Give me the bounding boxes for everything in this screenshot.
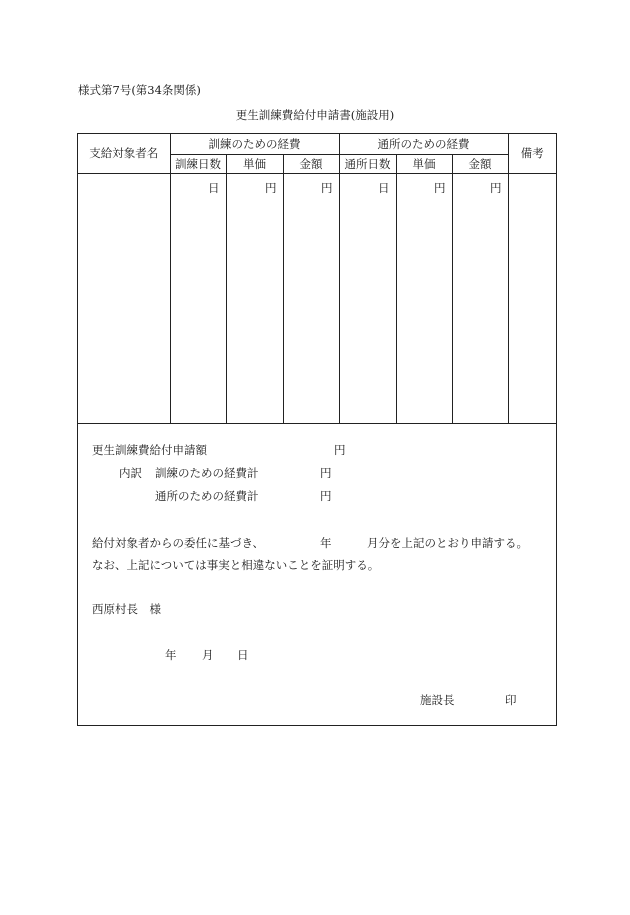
- header-remarks: 備考: [508, 134, 556, 173]
- commute-unit-price-field[interactable]: 円: [396, 173, 452, 424]
- commute-total-label: 通所のための経費計: [155, 489, 259, 503]
- remarks-field[interactable]: [508, 173, 556, 424]
- expense-table: [78, 134, 556, 424]
- seal-mark: 印: [505, 693, 517, 707]
- date-month: 月: [202, 648, 214, 662]
- signature-label: 施設長: [420, 693, 455, 707]
- header-commute-amount: 金額: [452, 154, 508, 173]
- header-training-expenses: 訓練のための経費: [170, 134, 339, 154]
- header-training-amount: 金額: [283, 154, 339, 173]
- training-amount-field[interactable]: 円: [283, 173, 339, 424]
- commute-total-yen: 円: [320, 489, 332, 503]
- breakdown-label: 内訳: [119, 466, 142, 480]
- statement-year: 年: [320, 536, 332, 550]
- apply-amount-label: 更生訓練費給付申請額: [92, 443, 207, 457]
- statement-line1-end: 月分を上記のとおり申請する。: [367, 536, 528, 550]
- header-training-days: 訓練日数: [170, 154, 226, 173]
- date-day: 日: [237, 648, 249, 662]
- header-commute-expenses: 通所のための経費: [339, 134, 508, 154]
- commute-days-field[interactable]: 日: [339, 173, 396, 424]
- addressee: 西原村長 様: [92, 602, 161, 616]
- document-title: 更生訓練費給付申請書(施設用): [235, 108, 395, 122]
- application-form: [77, 133, 557, 726]
- training-unit-price-field[interactable]: 円: [226, 173, 283, 424]
- statement-line1-start: 給付対象者からの委任に基づき、: [92, 536, 265, 550]
- commute-amount-field[interactable]: 円: [452, 173, 508, 424]
- header-commute-days: 通所日数: [339, 154, 396, 173]
- training-days-field[interactable]: 日: [170, 173, 226, 424]
- statement-line2: なお、上記については事実と相違ないことを証明する。: [92, 558, 380, 572]
- training-total-yen: 円: [320, 466, 332, 480]
- form-reference: 様式第7号(第34条関係): [78, 83, 201, 97]
- training-total-label: 訓練のための経費計: [155, 466, 259, 480]
- recipient-name-field[interactable]: [78, 173, 170, 424]
- header-recipient-name: 支給対象者名: [78, 134, 170, 173]
- apply-amount-yen: 円: [334, 443, 346, 457]
- date-year: 年: [165, 648, 177, 662]
- header-commute-unit-price: 単価: [396, 154, 452, 173]
- header-training-unit-price: 単価: [226, 154, 283, 173]
